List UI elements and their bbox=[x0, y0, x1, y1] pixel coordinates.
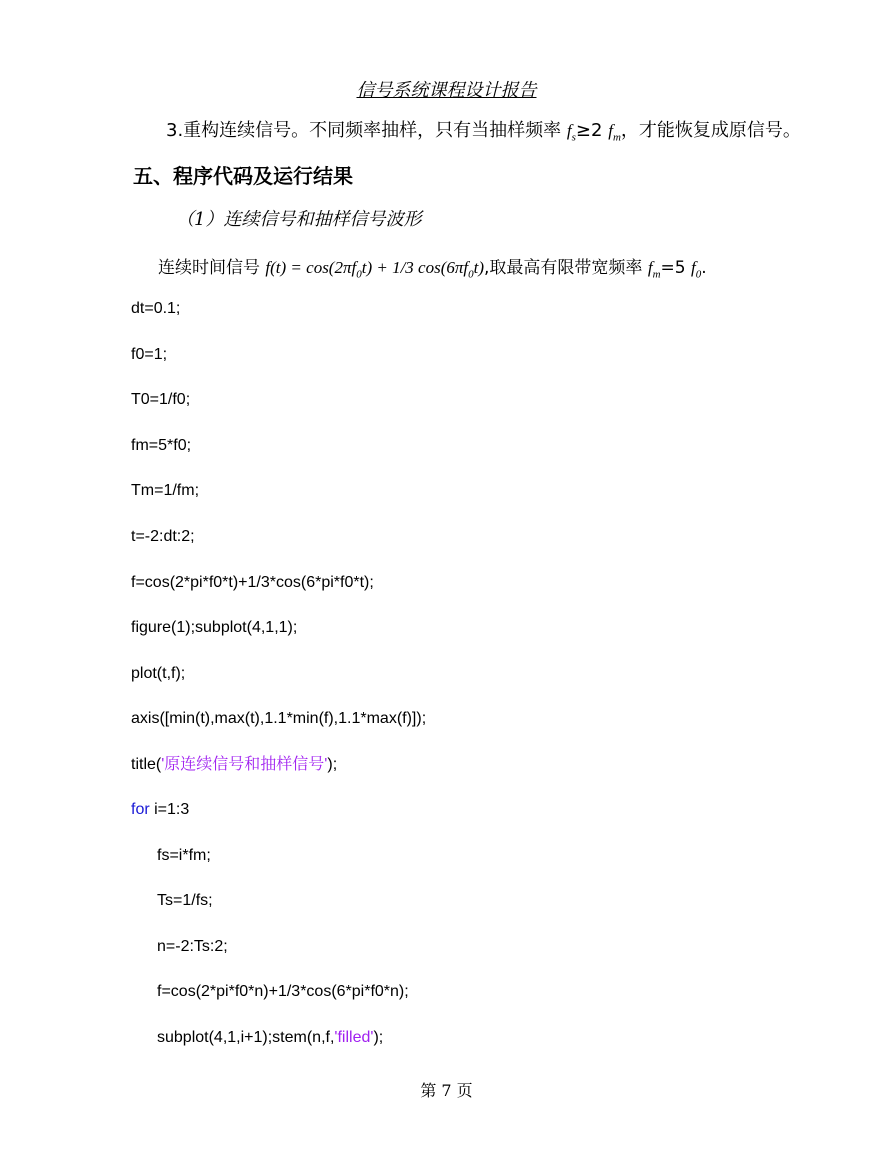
code-line: fm=5*f0; bbox=[131, 437, 192, 454]
para2-comma-text: ,取最高有限带宽频率 bbox=[484, 258, 643, 278]
period: . bbox=[701, 258, 707, 278]
code-line-title: title('原连续信号和抽样信号'); bbox=[131, 756, 338, 773]
code-line: plot(t,f); bbox=[131, 665, 186, 682]
code-line: dt=0.1; bbox=[131, 300, 181, 317]
para1-suffix: ，才能恢复成原信号。 bbox=[620, 120, 801, 141]
para2-prefix: 连续时间信号 bbox=[158, 258, 260, 278]
code-keyword: for bbox=[131, 801, 150, 818]
subsection-heading: （1）连续信号和抽样信号波形 bbox=[176, 209, 422, 230]
code-line: f=cos(2*pi*f0*n)+1/3*cos(6*pi*f0*n); bbox=[157, 983, 409, 1000]
signal-formula: $f(t) = \cos(2\pi f_0t) + 1/3$ $\cos(6\pi f_0t)$ bbox=[265, 258, 485, 281]
paragraph-signal-definition bbox=[158, 253, 707, 280]
fm-symbol-2: $f_m$ bbox=[647, 258, 661, 281]
page-number: 第 7 页 bbox=[420, 1081, 473, 1100]
code-line-stem: subplot(4,1,i+1);stem(n,f,'filled'); bbox=[157, 1029, 384, 1046]
code-line: n=-2:Ts:2; bbox=[157, 938, 228, 955]
code-string: 'filled' bbox=[334, 1029, 374, 1046]
para1-prefix: 3.重构连续信号。不同频率抽样，只有当抽样频率 bbox=[166, 120, 562, 141]
code-line: figure(1);subplot(4,1,1); bbox=[131, 619, 298, 636]
fm-symbol: $f_m$ bbox=[608, 121, 621, 144]
code-line-for: for i=1:3 bbox=[131, 801, 190, 818]
code-line: fs=i*fm; bbox=[157, 847, 211, 864]
f0-symbol: $f_0$ bbox=[690, 258, 702, 281]
code-line: axis([min(t),max(t),1.1*min(f),1.1*max(f)]); bbox=[131, 710, 427, 727]
section-heading: 五、程序代码及运行结果 bbox=[133, 164, 353, 188]
code-line: t=-2:dt:2; bbox=[131, 528, 195, 545]
code-line: Ts=1/fs; bbox=[157, 892, 213, 909]
page-header-title: 信号系统课程设计报告 bbox=[356, 80, 537, 101]
geq-two: ≥2 bbox=[575, 120, 603, 141]
code-line: f0=1; bbox=[131, 346, 168, 363]
fs-symbol: $f_s$ bbox=[566, 121, 576, 144]
code-string: '原连续信号和抽样信号' bbox=[161, 756, 328, 773]
eq-five: =5 bbox=[660, 258, 686, 278]
code-line: Tm=1/fm; bbox=[131, 482, 200, 499]
paragraph-reconstruct bbox=[166, 116, 801, 143]
code-line: T0=1/f0; bbox=[131, 391, 191, 408]
code-line: f=cos(2*pi*f0*t)+1/3*cos(6*pi*f0*t); bbox=[131, 574, 374, 591]
